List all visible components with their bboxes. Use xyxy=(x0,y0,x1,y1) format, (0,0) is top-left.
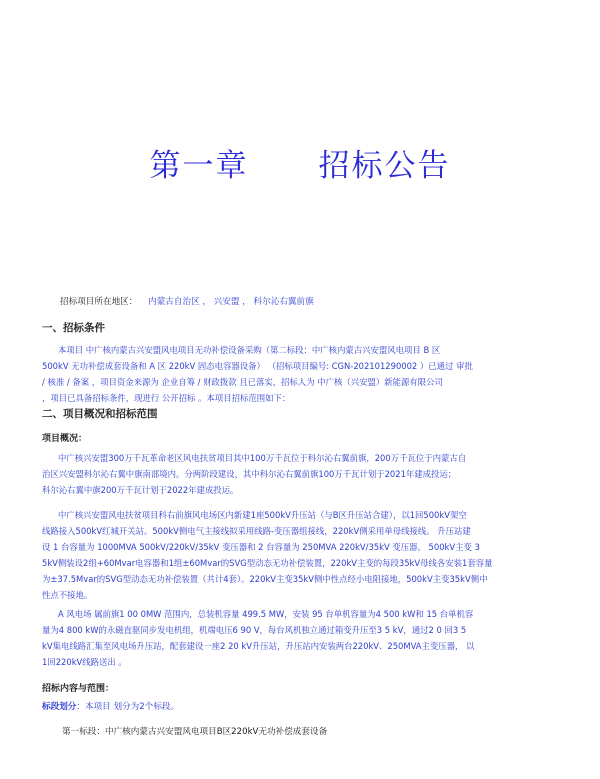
location-label: 招标项目所在地区： xyxy=(60,297,138,307)
location-line xyxy=(60,297,314,308)
a-area-line-4: 1回220kV线路送出 。 xyxy=(42,657,127,667)
b-area-line-6: 性点不接地。 xyxy=(42,590,93,600)
section-heading-overview: 二、项目概况和招标范围 xyxy=(42,408,158,420)
a-area-line-2: 量为4 800 kW的永磁直驱同步发电机组，机端电压6 90 V，每台风机独立通过箱变升压至3 5 kV，通过2 0 回3 5 xyxy=(42,625,467,635)
division-label: 标段划分 xyxy=(42,702,77,712)
chapter-name: 招标公告 xyxy=(318,148,451,184)
b-area-line-1: 中广核兴安盟风电扶贫项目科右前旗风电场区内新建1座500kV升压站（与B区升压站合建），以1回500kV架空 xyxy=(58,510,467,520)
conditions-line-1: 本项目 中广核内蒙古兴安盟风电项目无功补偿设备采购（第二标段：中广核内蒙古兴安盟风电项目 B 区 xyxy=(58,345,441,355)
b-area-line-2: 线路接入500kV红城开关站。500kV侧电气主接线拟采用线路-变压器组接线，220kV侧采用单母线接线。 升压站建 xyxy=(42,526,471,536)
chapter-number: 第一章 xyxy=(149,148,249,184)
overview-label: 项目概况： xyxy=(42,434,88,444)
scope-heading: 招标内容与范围： xyxy=(42,684,115,694)
division-line xyxy=(42,702,179,713)
lot-1-line: 第一标段：中广核内蒙古兴安盟风电项目B区220kV无功补偿成套设备 xyxy=(62,727,328,737)
b-area-line-3: 设 1 台容量为 1000MVA 500kV/220kV/35kV 变压器和 2 台容量为 250MVA 220kV/35kV 变压器。 500kV主变 3 xyxy=(42,542,480,552)
division-text: ：本项目 划分为2个标段。 xyxy=(76,702,180,712)
conditions-line-2: 500kV 无功补偿成套设备和 A 区 220kV 固态电容器设备） （招标项目编号: CGN-202101290002 ）已通过 审批 xyxy=(42,361,473,371)
section-heading-conditions: 一、招标条件 xyxy=(42,322,105,334)
overview-line-2: 治区兴安盟科尔沁右翼中旗南部境内。分两阶段建设，其中科尔沁右翼前旗100万千瓦计划于2021年建成投运； xyxy=(42,469,457,479)
location-value: 内蒙古自治区 ， 兴安盟 ， 科尔沁右翼前旗 xyxy=(148,297,314,307)
a-area-line-3: kV集电线路汇集至风电场升压站，配套建设一座2 20 kV升压站，升压站内安装两台220kV、250MVA主变压器， 以 xyxy=(42,641,475,651)
chapter-title xyxy=(0,140,600,185)
overview-line-3: 科尔沁右翼中旗200万千瓦计划于2022年建成投运。 xyxy=(42,485,239,495)
conditions-line-3: / 核准 / 备案 ，项目资金来源为 企业自筹 / 财政拨款 且已落实，招标人为 中广核（兴安盟）新能源有限公司 xyxy=(42,377,443,387)
b-area-line-4: 5kV侧装设2组+60Mvar电容器和1组±60Mvar的SVG型动态无功补偿装置，220kV主变的每段35kV母线各安装1套容量 xyxy=(42,558,493,568)
overview-line-1: 中广核兴安盟300万千瓦革命老区风电扶贫项目其中100万千瓦位于科尔沁右翼前旗，200万千瓦位于内蒙古自 xyxy=(58,453,467,463)
b-area-line-5: 为±37.5Mvar的SVG型动态无功补偿装置（共计4套）。220kV主变35kV侧中性点经小电阻接地，500kV主变35kV侧中 xyxy=(42,574,488,584)
conditions-line-4: ，项目已具备招标条件，现进行 公开招标 。本项目招标范围如下： xyxy=(42,393,291,403)
a-area-line-1: A 风电场 属前旗1 00 0MW 范围内，总装机容量 499.5 MW，安装 95 台单机容量为4 500 kW和 15 台单机容 xyxy=(58,609,474,619)
